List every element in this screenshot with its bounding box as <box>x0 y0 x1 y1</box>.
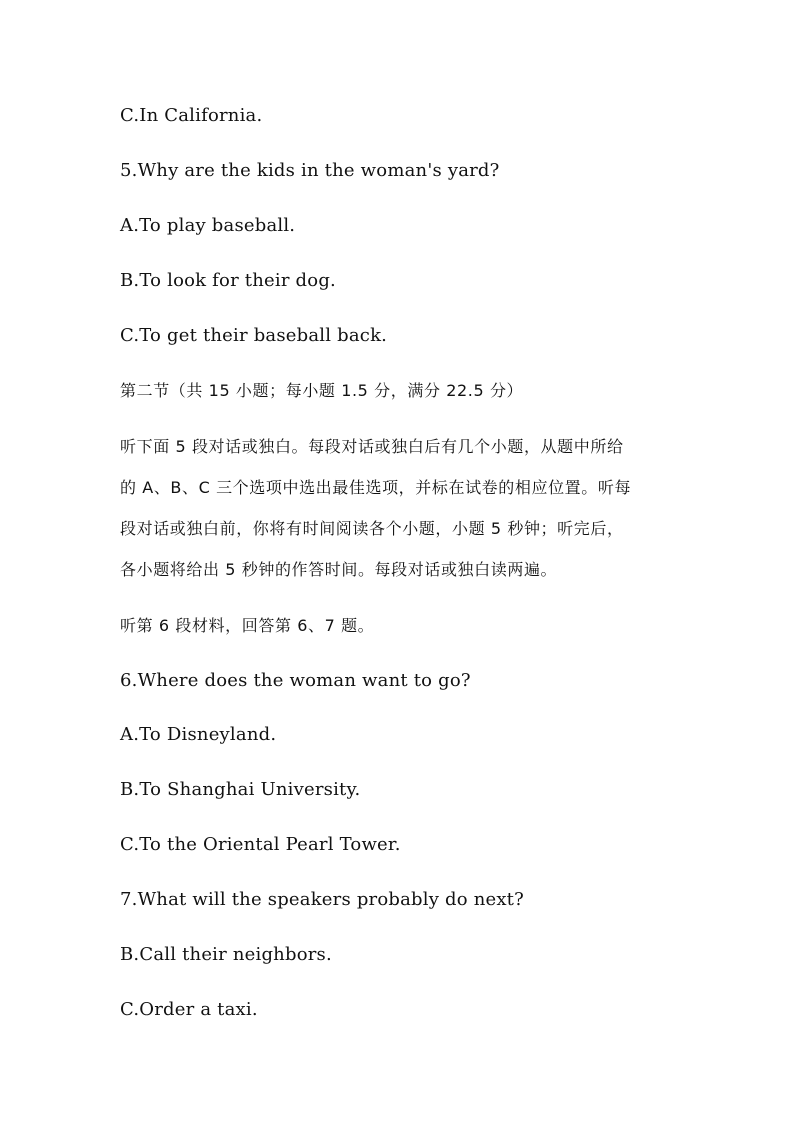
option-5c: C.To get their baseball back. <box>120 325 388 346</box>
question-7: 7.What will the speakers probably do next? <box>120 889 524 910</box>
option-6a: A.To Disneyland. <box>120 724 277 745</box>
option-5a: A.To play baseball. <box>120 215 296 236</box>
option-7c: C.Order a taxi. <box>120 999 258 1020</box>
question-5: 5.Why are the kids in the woman's yard? <box>120 160 500 181</box>
option-5b: B.To look for their dog. <box>120 270 336 291</box>
option-4c: C.In California. <box>120 105 263 126</box>
instructions-line-2: 的 A、B、C 三个选项中选出最佳选项，并标在试卷的相应位置。听每 <box>120 478 632 497</box>
option-6c: C.To the Oriental Pearl Tower. <box>120 834 401 855</box>
section-heading: 第二节（共 15 小题；每小题 1.5 分，满分 22.5 分） <box>120 381 524 400</box>
instructions-line-3: 段对话或独白前，你将有时间阅读各个小题，小题 5 秒钟；听完后， <box>120 519 624 538</box>
instructions-line-4: 各小题将给出 5 秒钟的作答时间。每段对话或独白读两遍。 <box>120 560 558 579</box>
option-7b: B.Call their neighbors. <box>120 944 332 965</box>
instructions-line-1: 听下面 5 段对话或独白。每段对话或独白后有几个小题，从题中所给 <box>120 437 624 456</box>
question-6: 6.Where does the woman want to go? <box>120 670 471 691</box>
option-6b: B.To Shanghai University. <box>120 779 361 800</box>
material-instruction: 听第 6 段材料，回答第 6、7 题。 <box>120 616 375 635</box>
